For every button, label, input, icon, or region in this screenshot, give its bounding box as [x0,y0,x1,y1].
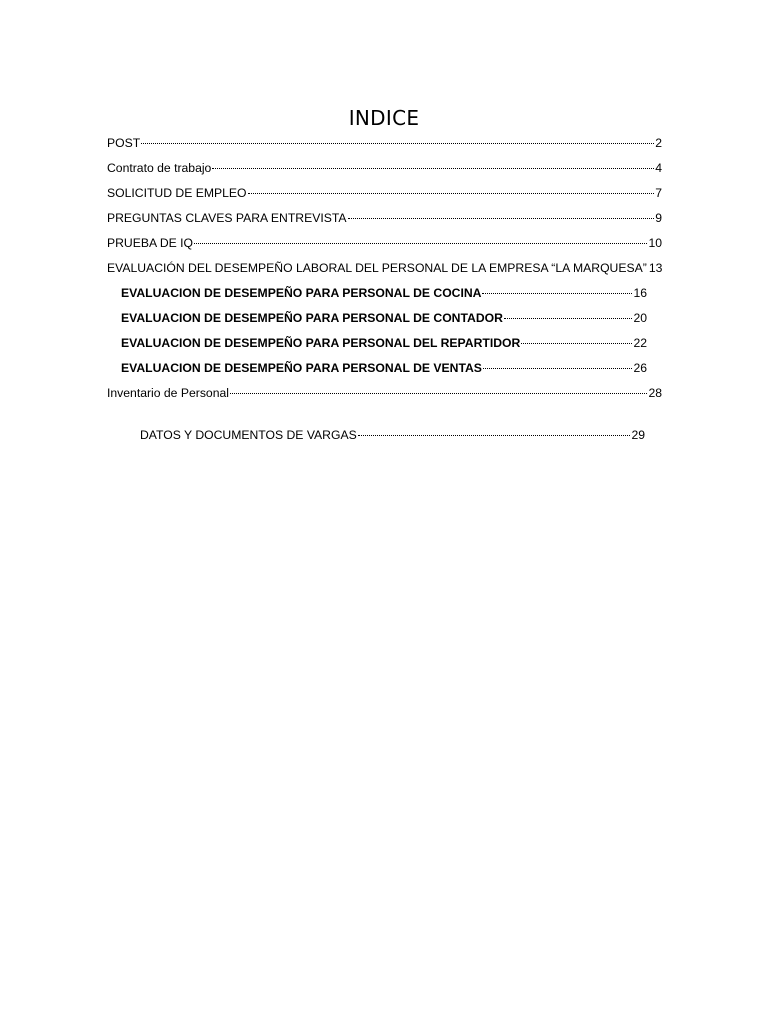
toc-entry-page: 10 [648,236,662,250]
toc-entry-page: 7 [655,186,662,200]
dot-leader [230,381,647,394]
toc-entry-page: 26 [633,361,647,375]
dot-leader [483,356,633,369]
toc-entry-page: 16 [633,286,647,300]
toc-entry-label: PRUEBA DE IQ [107,236,194,250]
dot-leader [521,331,632,344]
toc-entry-page: 2 [655,136,662,150]
dot-leader [504,306,633,319]
toc-entry-label: Inventario de Personal [107,386,229,400]
toc-entry-label: EVALUACIÓN DEL DESEMPEÑO LABORAL DEL PERSONAL DE LA EMPRESA “LA MARQUESA” [107,261,647,275]
toc-entry-page: 4 [655,161,662,175]
toc-entry-datos-vargas[interactable] [107,426,645,451]
toc-entry-page: 20 [633,311,647,325]
toc-entry-page: 28 [648,386,662,400]
dot-leader [482,281,632,294]
toc-entry-page: 22 [633,336,647,350]
dot-leader [141,131,654,144]
table-of-contents [107,134,662,451]
toc-entry-label: SOLICITUD DE EMPLEO [107,186,247,200]
dot-leader [348,206,655,219]
toc-entry-label: PREGUNTAS CLAVES PARA ENTREVISTA [107,211,347,225]
toc-entry-inventario[interactable] [107,384,662,409]
toc-entry-page: 29 [631,428,645,442]
toc-entry-prueba-iq[interactable] [107,234,662,259]
toc-entry-label: EVALUACION DE DESEMPEÑO PARA PERSONAL DEL REPARTIDOR [121,336,521,350]
page-title: INDICE [348,106,420,130]
toc-entry-label: EVALUACION DE DESEMPEÑO PARA PERSONAL DE COCINA [121,286,482,300]
dot-leader [194,231,647,244]
toc-entry-label: Contrato de trabajo [107,161,212,175]
dot-leader [248,181,655,194]
toc-entry-label: DATOS Y DOCUMENTOS DE VARGAS [140,428,357,442]
toc-entry-label: EVALUACION DE DESEMPEÑO PARA PERSONAL DE VENTAS [121,361,482,375]
dot-leader [358,423,631,436]
toc-entry-page: 13 [648,261,663,275]
dot-leader [212,156,654,169]
toc-entry-label: POST [107,136,141,150]
toc-entry-page: 9 [655,211,662,225]
toc-entry-label: EVALUACION DE DESEMPEÑO PARA PERSONAL DE CONTADOR [121,311,503,325]
